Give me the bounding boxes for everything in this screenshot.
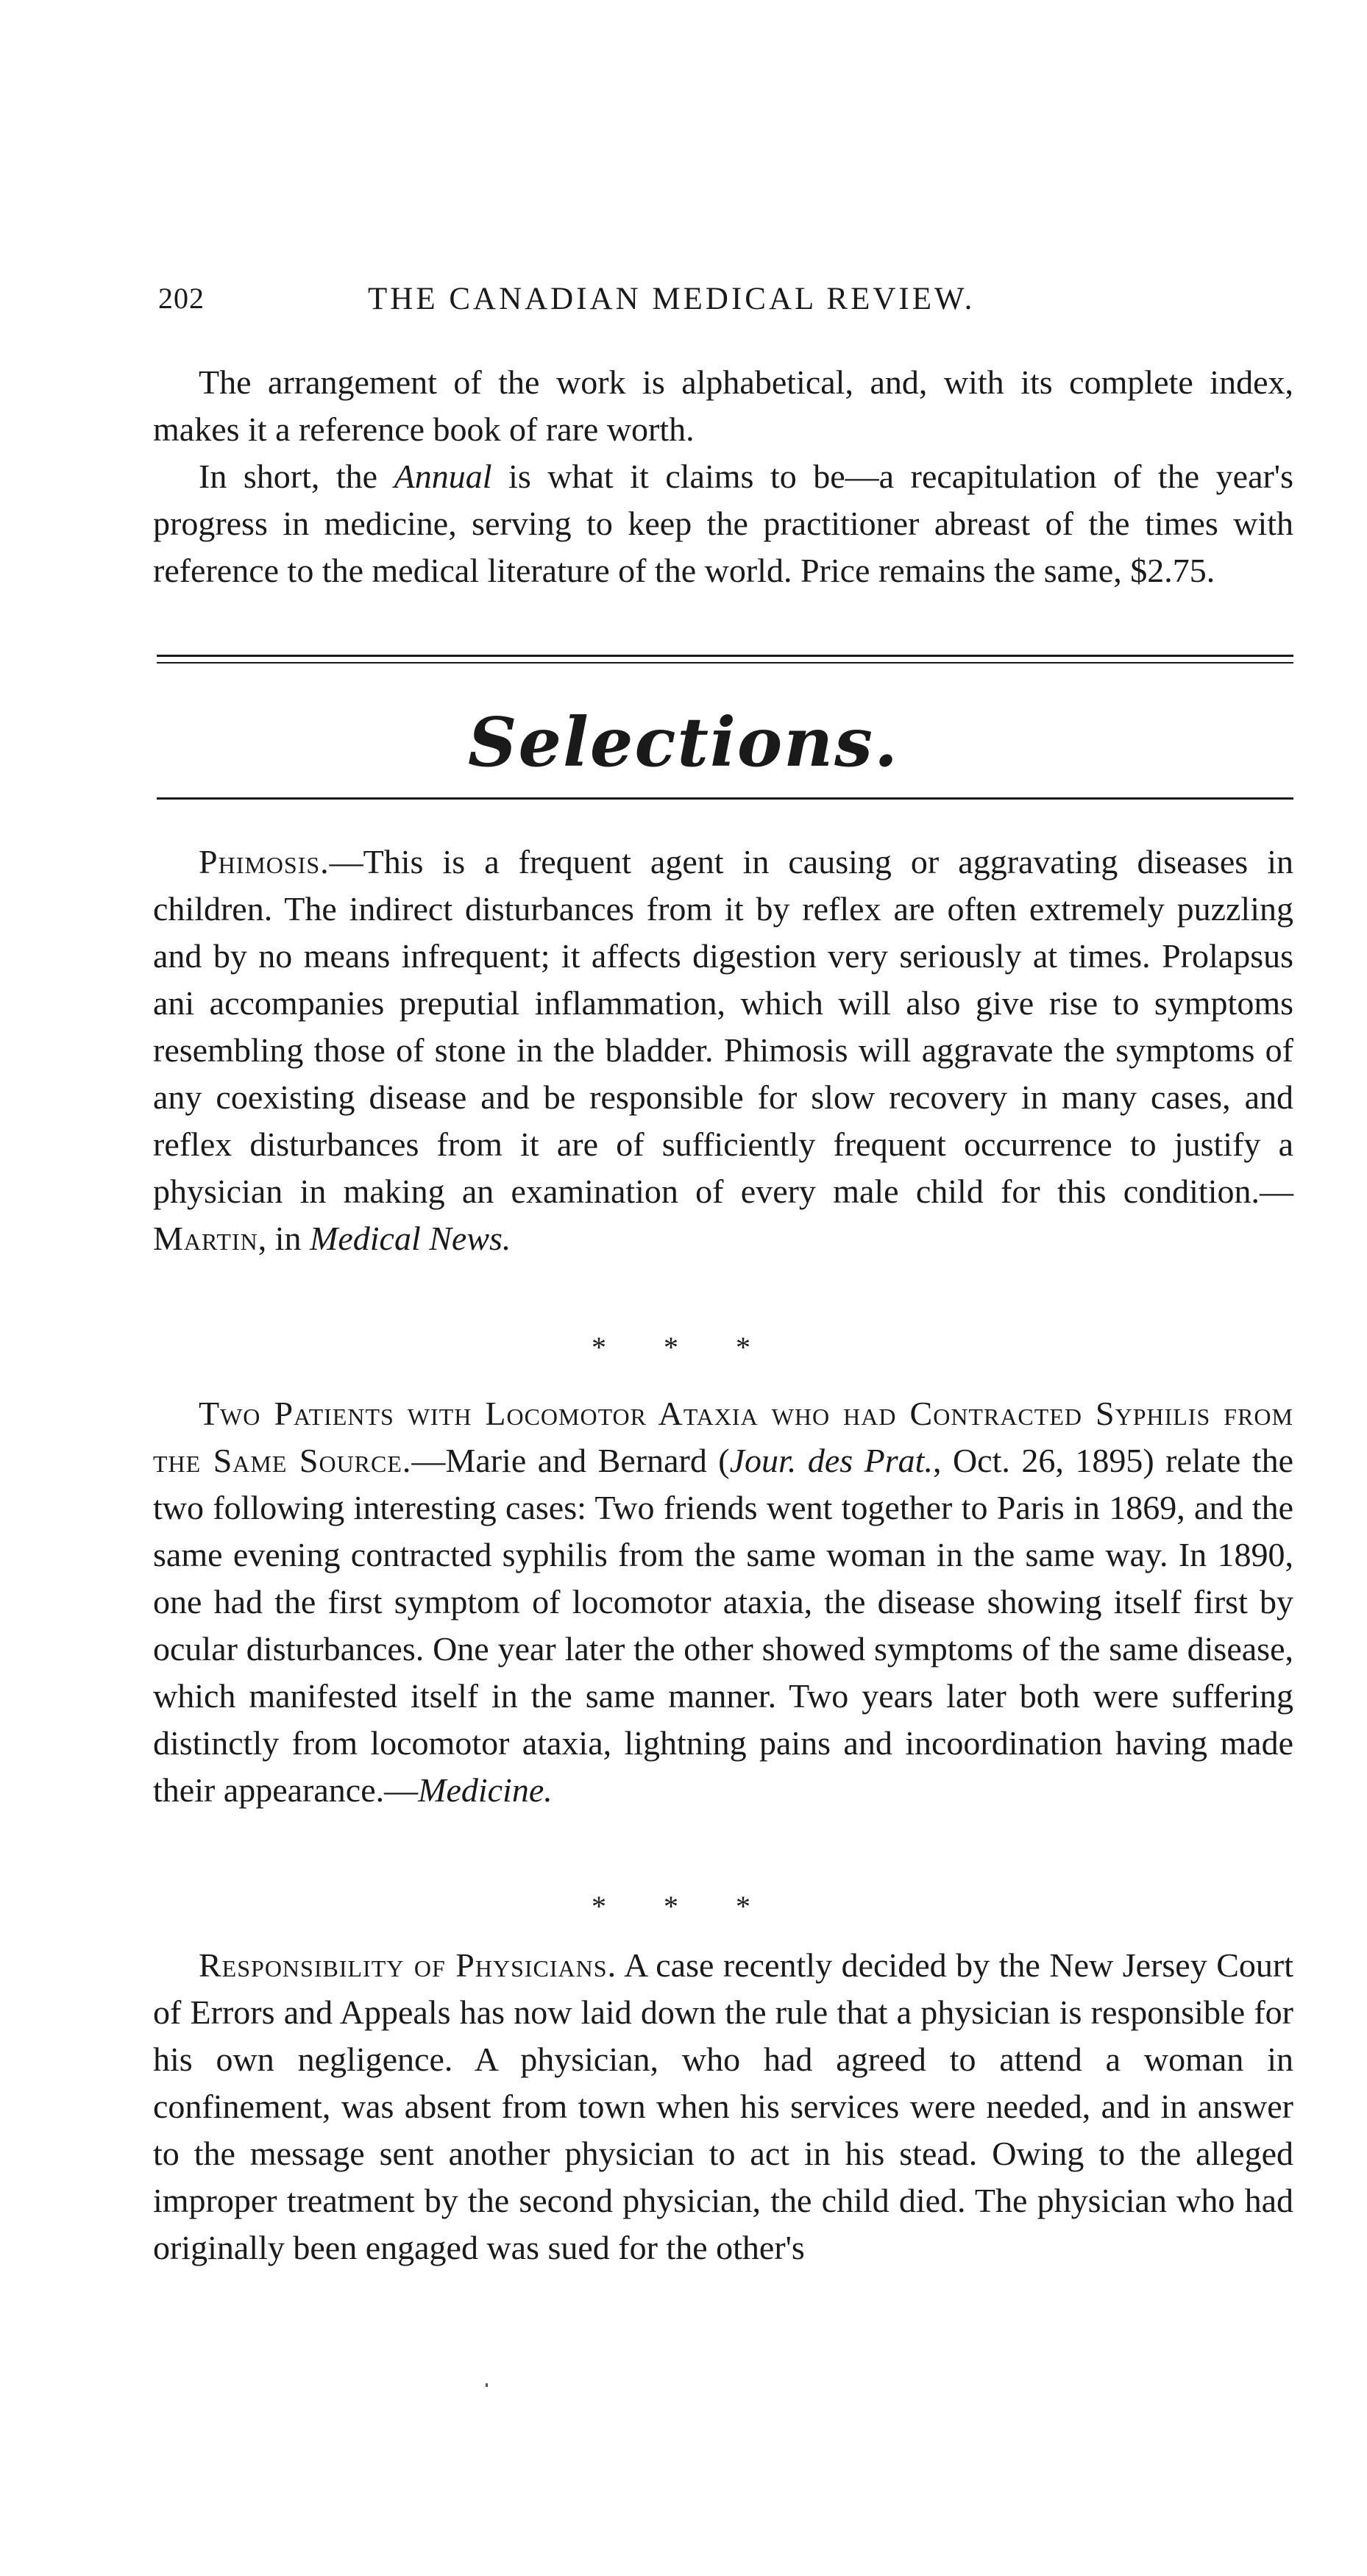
article-body: —This is a frequent agent in causing or aggravating diseases in children. The indirect disturbances from it by reflex are often extremely puzzling and by no means infrequent; it affects digestion very seriously at times. Prolapsus ani accompanies preputial inflammation, which will also give rise to symptoms resembling those of stone in the bladder. Phimosis will aggravate the symptoms of any coexisting disease and be responsible for slow recovery in many cases, and reflex disturbances from it are of sufficiently frequent occurrence to justify a physician in making an examination of every male child for this condition.—: [153, 843, 1293, 1210]
page-number: 202: [158, 282, 205, 315]
responsibility-paragraph: [153, 1942, 1293, 2271]
article-journal: Jour. des Prat.: [729, 1442, 933, 1479]
article-phimosis: [153, 839, 1293, 1262]
intro-paragraph-1: The arrangement of the work is alphabetical, and, with its complete index, makes it a reference book of rare worth.: [153, 363, 1293, 448]
double-rule-bottom: [157, 662, 1293, 663]
article-responsibility: [153, 1942, 1293, 2271]
annual-italic: Annual: [394, 458, 492, 495]
article-body: , Oct. 26, 1895) relate the two following interesting cases: Two friends went together to Paris in 1869, and the same evening contracted syphilis from the same woman in the same way. In 1890, one had the first symptom of locomotor ataxia, the disease showing itself first by ocular disturbances. One year later the other showed symptoms of the same disease, which manifested itself in the same manner. Two years later both were suffering distinctly from locomotor ataxia, lightning pains and incoordination having made their appearance.—: [153, 1442, 1293, 1809]
phimosis-paragraph: [153, 839, 1293, 1262]
section-rule: [157, 797, 1293, 800]
article-source: Medicine.: [418, 1771, 553, 1809]
journal-title: THE CANADIAN MEDICAL REVIEW.: [368, 282, 976, 316]
asterisk-separator: * * *: [592, 1890, 775, 1923]
article-body: —Marie and Bernard (: [411, 1442, 730, 1479]
article-heading: Two Patients with Locomotor Ataxia who had Contracted Syphilis from the Same Source.: [153, 1395, 1293, 1479]
double-rule-top: [157, 655, 1293, 657]
article-body: A case recently decided by the New Jersey Court of Errors and Appeals has now laid down the rule that a physician is responsible for his own negligence. A physician, who had agreed to attend a woman in confinement, was absent from town when his services were needed, and in answer to the message sent another physician to act in his stead. Owing to the alleged improper treatment by the second physician, the child died. The physician who had originally been engaged was sued for the other's: [153, 1946, 1294, 2266]
section-title: Selections.: [468, 702, 899, 782]
article-source-prefix: , in: [258, 1220, 310, 1257]
article-source: Medical News.: [310, 1220, 511, 1257]
intro-text-run: is what it claims to be—a recapitulation of the year's progress in medicine, serving to keep the practitioner abreast of the times with reference to the medical literature of the world. Price remains the same, $2.75.: [153, 458, 1293, 589]
asterisk-separator: * * *: [592, 1331, 775, 1364]
ataxia-paragraph: [153, 1390, 1293, 1814]
article-heading: Phimosis.: [199, 843, 330, 880]
article-ataxia: [153, 1390, 1293, 1814]
intro-text-run: In short, the: [199, 458, 394, 495]
intro-paragraph-2: [153, 453, 1293, 594]
article-heading: Responsibility of Physicians.: [199, 1946, 617, 1984]
print-speck: [486, 2383, 488, 2387]
running-head: [158, 281, 1291, 325]
article-author: Martin: [153, 1220, 258, 1257]
intro-text: [153, 359, 1293, 594]
